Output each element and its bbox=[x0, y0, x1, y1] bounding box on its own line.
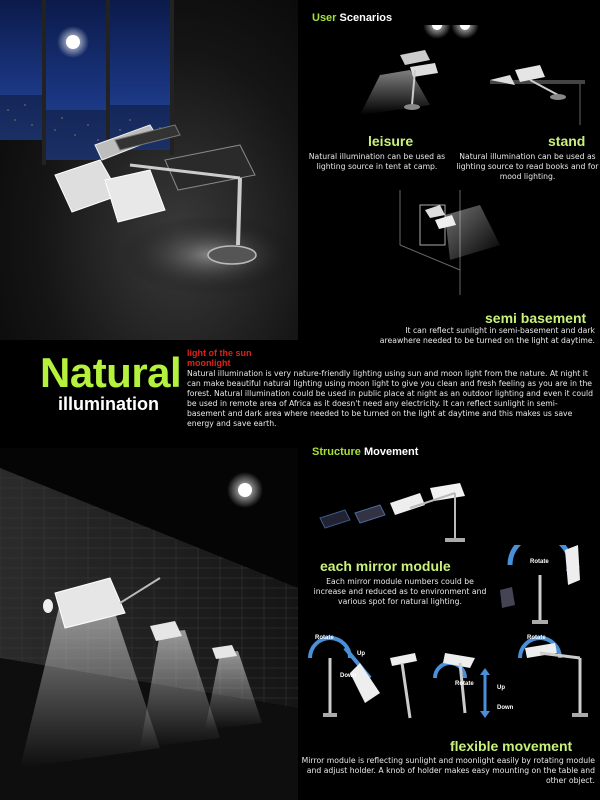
up-label-2: Up bbox=[497, 685, 505, 691]
scenario-stand-title: stand bbox=[548, 133, 586, 149]
rotate-label-3: Rotate bbox=[455, 681, 474, 687]
outdoor-photo bbox=[0, 448, 298, 800]
hero-title bbox=[40, 349, 182, 414]
flexible-illustrations bbox=[305, 633, 600, 728]
user-scenarios-title-rest: Scenarios bbox=[336, 12, 393, 24]
up-label-1: Up bbox=[357, 651, 365, 657]
hero-tagline-line2: moonlight bbox=[187, 358, 231, 368]
scenario-leisure-title: leisure bbox=[368, 133, 414, 149]
rotate-label-2: Rotate bbox=[315, 635, 334, 641]
rotate-illustration-1 bbox=[490, 545, 590, 630]
scenario-illustrations bbox=[300, 25, 600, 135]
scenario-semi-basement-desc: It can reflect sunlight in semi-basement and dark areawhere needed to be turned on the light at daytime. bbox=[379, 326, 595, 345]
hero-tagline-line1: light of the sun bbox=[187, 348, 252, 358]
scenario-semi-basement-title: semi basement bbox=[485, 310, 587, 326]
scenario-stand-desc: Natural illumination can be used as lighting source to read books and for mood lighting. bbox=[456, 152, 599, 181]
hero-title-illumination: illumination bbox=[58, 394, 159, 414]
structure-movement-title-rest: Movement bbox=[360, 446, 419, 458]
rotate-label-4: Rotate bbox=[527, 635, 546, 641]
user-scenarios-title bbox=[312, 12, 392, 24]
user-scenarios-title-accent: User bbox=[312, 12, 337, 24]
down-label-1: Down bbox=[340, 673, 357, 679]
structure-movement-title-accent: Structure bbox=[312, 446, 361, 458]
hero-tagline bbox=[187, 348, 252, 368]
structure-movement-title bbox=[312, 446, 418, 458]
flexible-movement-title: flexible movement bbox=[450, 738, 573, 754]
each-mirror-module-desc: Each mirror module numbers could be increase and reduced as to environment and various spot for natural lighting. bbox=[313, 577, 487, 606]
scenario-leisure-desc: Natural illumination can be used as lighting source in tent at camp. bbox=[308, 152, 446, 171]
flexible-movement-desc: Mirror module is reflecting sunlight and moonlight easily by rotating module and adjust holder. A knob of holder makes easy mounting on the table and other object. bbox=[301, 756, 595, 785]
hero-photo bbox=[0, 0, 298, 340]
hero-description: Natural illumination is very nature-friendly lighting using sun and moon light from the nature. At night it can make beautiful natural lighting using moon light to give you clean and fresh feeling as you are in the forest. Natural illumination could be used in public place at night as an outdoor lighting and even it could be used in remote area of Africa as it doesn't need any electricity. It can reflect sunlight in semi-basement and dark area where needed to be turned on the light at daytime and this makes us save energy and save earth. bbox=[187, 369, 593, 428]
each-mirror-module-title: each mirror module bbox=[320, 558, 451, 574]
down-label-2: Down bbox=[497, 705, 514, 711]
rotate-label-1: Rotate bbox=[530, 559, 549, 565]
module-illustration bbox=[310, 468, 480, 548]
semi-basement-illustration bbox=[390, 185, 510, 295]
hero-title-natural: Natural bbox=[40, 349, 182, 396]
night-window-illustration bbox=[0, 0, 298, 340]
